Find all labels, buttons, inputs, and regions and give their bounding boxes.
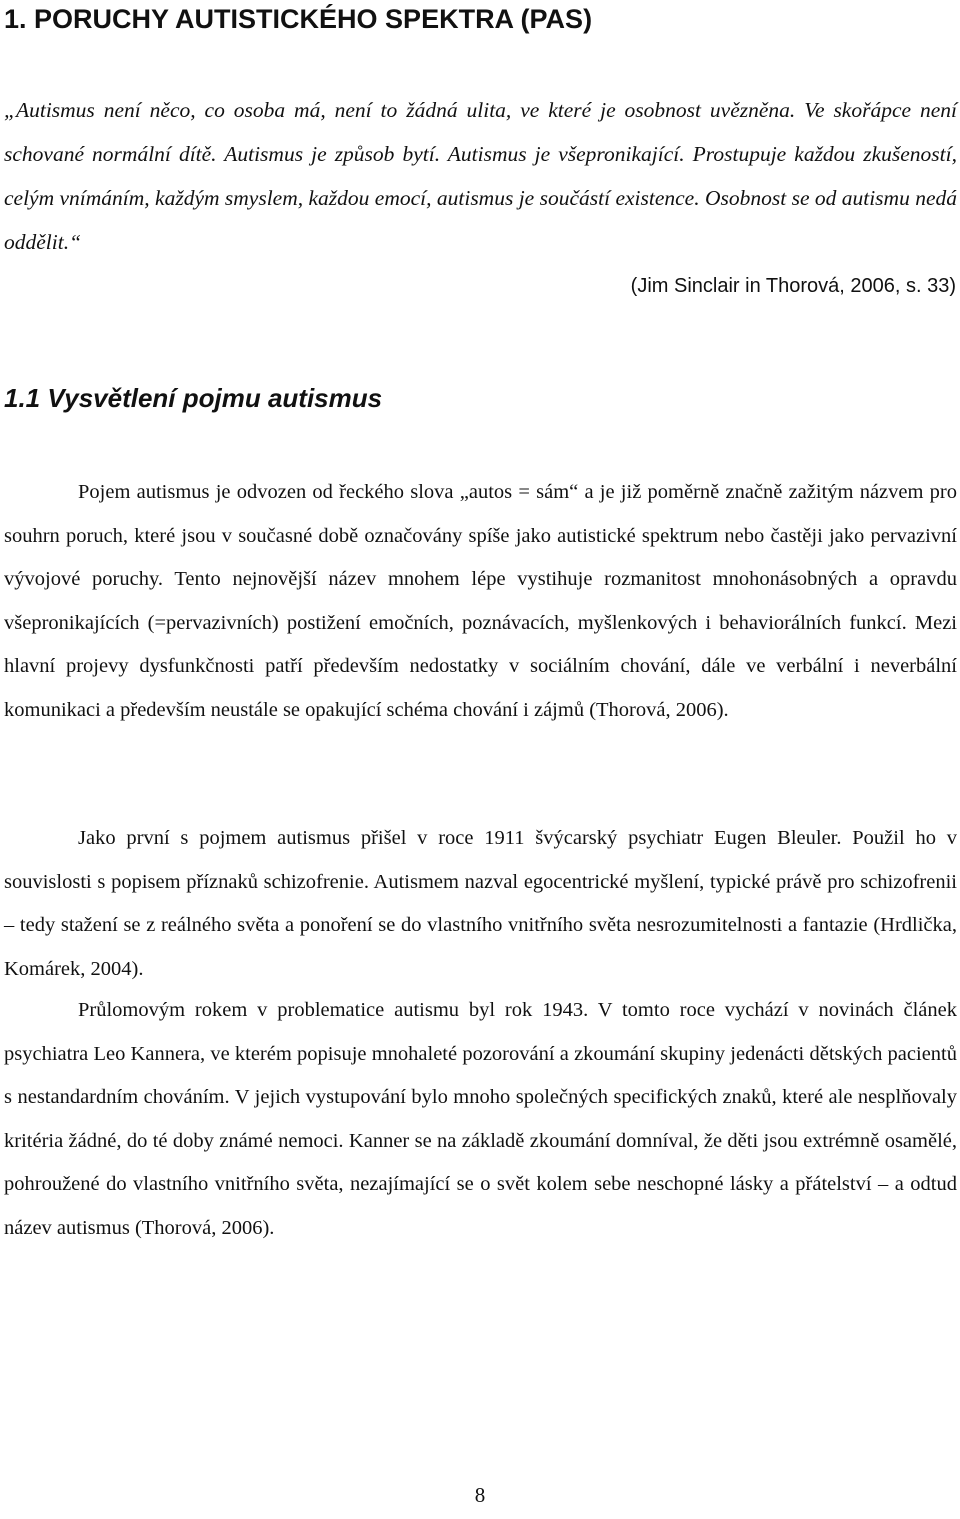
body-paragraph-1-block — [4, 471, 957, 733]
section-heading: 1.1 Vysvětlení pojmu autismus — [4, 383, 383, 413]
chapter-heading: 1. PORUCHY AUTISTICKÉHO SPEKTRA (PAS) — [4, 4, 593, 34]
epigraph-quote: „Autismus není něco, co osoba má, není to žádná ulita, ve které je osobnost uvězněna. Ve skořápce není schované normální dítě. Autismus je způsob bytí. Autismus je všepronikající. Prostupuje každou zkušeností, celým vnímáním, každým smyslem, každou emocí, autismus je součástí existence. Osobnost se od autismu nedá oddělit.“ — [4, 98, 957, 254]
body-paragraph: Jako první s pojmem autismus přišel v roce 1911 švýcarský psychiatr Eugen Bleuler. Použil ho v souvislosti s popisem příznaků schizofrenie. Autismem nazval egocentrické myšlení, typické právě pro schizofrenii – tedy stažení se z reálného světa a ponoření se do vlastního vnitřního světa nesrozumitelnosti a fantazie (Hrdlička, Komárek, 2004). — [4, 827, 957, 980]
body-paragraph-2-block — [4, 817, 957, 991]
body-paragraph: Průlomovým rokem v problematice autismu byl rok 1943. V tomto roce vychází v novinách článek psychiatra Leo Kannera, ve kterém popisuje mnohaleté pozorování a zkoumání skupiny jedenácti dětských pacientů s nestandardním chováním. V jejich vystupování bylo mnoho společných specifických znaků, které ale nesplňovaly kritéria žádné, do té doby známé nemoci. Kanner se na základě zkoumání domníval, že děti jsou extrémně osamělé, pohroužené do vlastního vnitřního světa, nezajímající se o svět kolem sebe neschopné lásky a přátelství – a odtud název autismus (Thorová, 2006). — [4, 999, 957, 1239]
body-paragraph: Pojem autismus je odvozen od řeckého slova „autos = sám“ a je již poměrně značně zažitým názvem pro souhrn poruch, které jsou v současné době označovány spíše jako autistické spektrum nebo častěji jako pervazivní vývojové poruchy. Tento nejnovější název mnohem lépe vystihuje rozmanitost mnohonásobných a opravdu všepronikajících (=pervazivních) postižení emočních, poznávacích, myšlenkových i behaviorálních funkcí. Mezi hlavní projevy dysfunkčnosti patří především nedostatky v sociálním chování, dále ve verbální i neverbální komunikaci a především neustále se opakující schéma chování i zájmů (Thorová, 2006). — [4, 481, 957, 721]
body-paragraph-3-block — [4, 989, 957, 1251]
epigraph-source: (Jim Sinclair in Thorová, 2006, s. 33) — [630, 275, 956, 297]
page-number: 8 — [474, 1483, 486, 1507]
